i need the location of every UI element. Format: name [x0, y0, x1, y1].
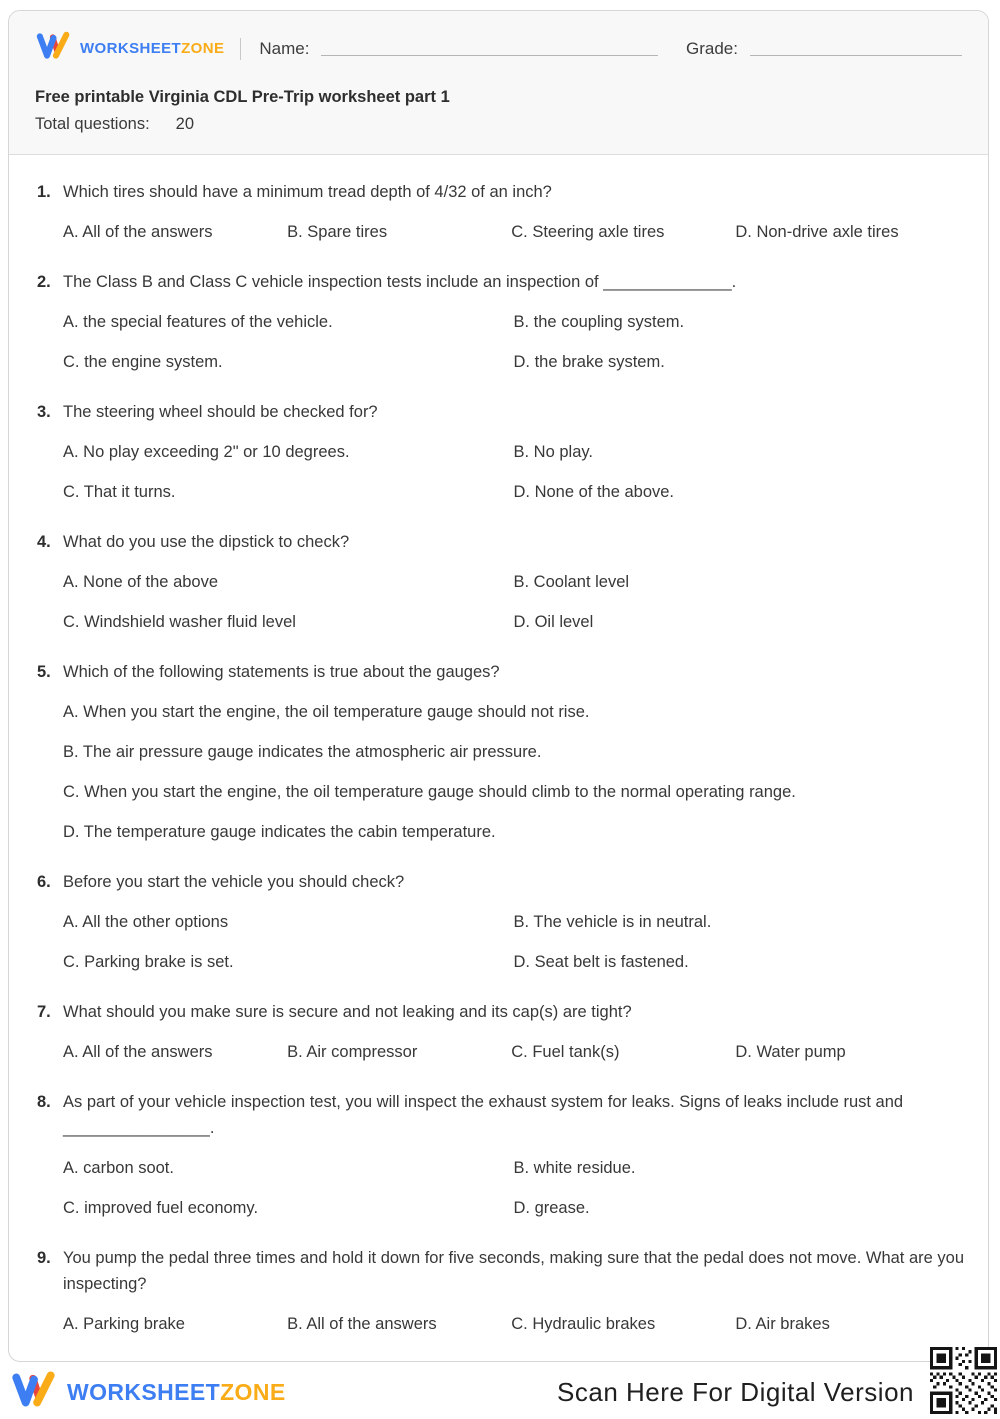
brand-name — [67, 1379, 286, 1406]
option-c: C. the engine system. — [63, 353, 223, 371]
name-line[interactable] — [321, 41, 658, 56]
question-number: 4. — [37, 533, 51, 551]
question-7 — [37, 999, 964, 1065]
question-text: As part of your vehicle inspection test, you will inspect the exhaust system for leaks. Signs of leaks include rust and ________________. — [63, 1093, 904, 1137]
total-questions-row — [35, 115, 962, 154]
question-options — [63, 439, 964, 505]
option-d: D. None of the above. — [513, 483, 675, 501]
brand-word-zone: ZONE — [181, 40, 225, 57]
brand-word-zone: ZONE — [220, 1379, 286, 1405]
question-head — [37, 869, 964, 895]
option-b: B. No play. — [513, 443, 593, 461]
option-b: B. the coupling system. — [513, 313, 685, 331]
option-a: A. No play exceeding 2" or 10 degrees. — [63, 443, 350, 461]
question-number: 1. — [37, 183, 51, 201]
question-head — [37, 999, 964, 1025]
question-options — [63, 219, 964, 245]
question-head — [37, 179, 964, 205]
option-b: B. The vehicle is in neutral. — [513, 913, 712, 931]
total-questions-label: Total questions: — [35, 115, 150, 133]
brand-row — [35, 29, 962, 68]
question-9 — [37, 1245, 964, 1337]
option-a: A. All the other options — [63, 913, 229, 931]
brand-word-worksheet: WORKSHEET — [80, 40, 182, 57]
option-c: C. That it turns. — [63, 483, 176, 501]
question-head — [37, 269, 964, 295]
question-head — [37, 399, 964, 425]
qr-code-icon — [930, 1347, 997, 1414]
option-c: C. Windshield washer fluid level — [63, 613, 296, 631]
question-number: 5. — [37, 663, 51, 681]
footer-brand-logo — [10, 1368, 286, 1417]
question-text: You pump the pedal three times and hold it down for five seconds, making sure that the pedal does not move. What are you inspecting? — [63, 1249, 965, 1293]
option-c: C. Fuel tank(s) — [511, 1043, 620, 1061]
question-options — [63, 909, 964, 975]
option-b: B. white residue. — [513, 1159, 636, 1177]
question-options — [63, 1311, 964, 1337]
header-divider-bar — [240, 38, 241, 60]
option-d: D. the brake system. — [513, 353, 665, 371]
question-8 — [37, 1089, 964, 1221]
question-head — [37, 529, 964, 555]
questions-list — [9, 155, 988, 1337]
question-head — [37, 659, 964, 685]
grade-line[interactable] — [750, 41, 962, 56]
option-b: B. Coolant level — [513, 573, 630, 591]
question-text: Which of the following statements is true about the gauges? — [63, 663, 500, 681]
option-c: C. Parking brake is set. — [63, 953, 234, 971]
option-d: D. The temperature gauge indicates the cabin temperature. — [63, 823, 496, 841]
option-a: A. All of the answers — [63, 223, 213, 241]
question-head — [37, 1089, 964, 1141]
page-title: Free printable Virginia CDL Pre-Trip worksheet part 1 — [35, 88, 450, 106]
option-b: B. All of the answers — [287, 1315, 437, 1333]
worksheetzone-logo-icon — [10, 1368, 58, 1417]
option-a: A. carbon soot. — [63, 1159, 174, 1177]
question-number: 6. — [37, 873, 51, 891]
question-4 — [37, 529, 964, 635]
question-6 — [37, 869, 964, 975]
question-options — [63, 569, 964, 635]
option-c: C. Steering axle tires — [511, 223, 665, 241]
option-c: C. When you start the engine, the oil temperature gauge should climb to the normal operating range. — [63, 783, 796, 801]
question-number: 9. — [37, 1249, 51, 1267]
option-b: B. Spare tires — [287, 223, 388, 241]
question-5 — [37, 659, 964, 845]
option-d: D. Air brakes — [735, 1315, 830, 1333]
option-d: D. Water pump — [735, 1043, 846, 1061]
option-a: A. the special features of the vehicle. — [63, 313, 333, 331]
question-3 — [37, 399, 964, 505]
option-a: A. None of the above — [63, 573, 219, 591]
grade-label: Grade: — [686, 38, 738, 58]
option-d: D. Seat belt is fastened. — [513, 953, 689, 971]
option-c: C. improved fuel economy. — [63, 1199, 259, 1217]
question-number: 3. — [37, 403, 51, 421]
card-header — [9, 11, 988, 155]
title-block — [35, 88, 962, 154]
question-number: 8. — [37, 1093, 51, 1111]
brand-word-worksheet: WORKSHEET — [67, 1379, 221, 1405]
question-number: 7. — [37, 1003, 51, 1021]
question-text: Which tires should have a minimum tread depth of 4/32 of an inch? — [63, 183, 552, 201]
question-text: The steering wheel should be checked for? — [63, 403, 378, 421]
question-1 — [37, 179, 964, 245]
worksheetzone-logo-icon — [35, 29, 72, 68]
question-text: Before you start the vehicle you should check? — [63, 873, 405, 891]
option-a: A. When you start the engine, the oil temperature gauge should not rise. — [63, 703, 590, 721]
question-text: What do you use the dipstick to check? — [63, 533, 350, 551]
question-options — [63, 1155, 964, 1221]
question-text: The Class B and Class C vehicle inspection tests include an inspection of ______________. — [63, 273, 737, 291]
question-2 — [37, 269, 964, 375]
question-options — [63, 699, 964, 845]
question-options — [63, 309, 964, 375]
question-head — [37, 1245, 964, 1297]
option-c: C. Hydraulic brakes — [511, 1315, 656, 1333]
scan-here-text: Scan Here For Digital Version — [557, 1377, 914, 1407]
question-options — [63, 1039, 964, 1065]
option-b: B. The air pressure gauge indicates the atmospheric air pressure. — [63, 743, 542, 761]
option-b: B. Air compressor — [287, 1043, 418, 1061]
question-text: What should you make sure is secure and not leaking and its cap(s) are tight? — [63, 1003, 632, 1021]
total-questions-value: 20 — [175, 115, 195, 133]
option-d: D. grease. — [513, 1199, 590, 1217]
brand-logo — [35, 29, 224, 68]
brand-name — [80, 40, 224, 57]
option-a: A. Parking brake — [63, 1315, 185, 1333]
option-d: D. Non-drive axle tires — [735, 223, 899, 241]
question-number: 2. — [37, 273, 51, 291]
option-a: A. All of the answers — [63, 1043, 213, 1061]
worksheet-card — [8, 10, 989, 1362]
option-d: D. Oil level — [513, 613, 594, 631]
name-label: Name: — [259, 38, 310, 58]
